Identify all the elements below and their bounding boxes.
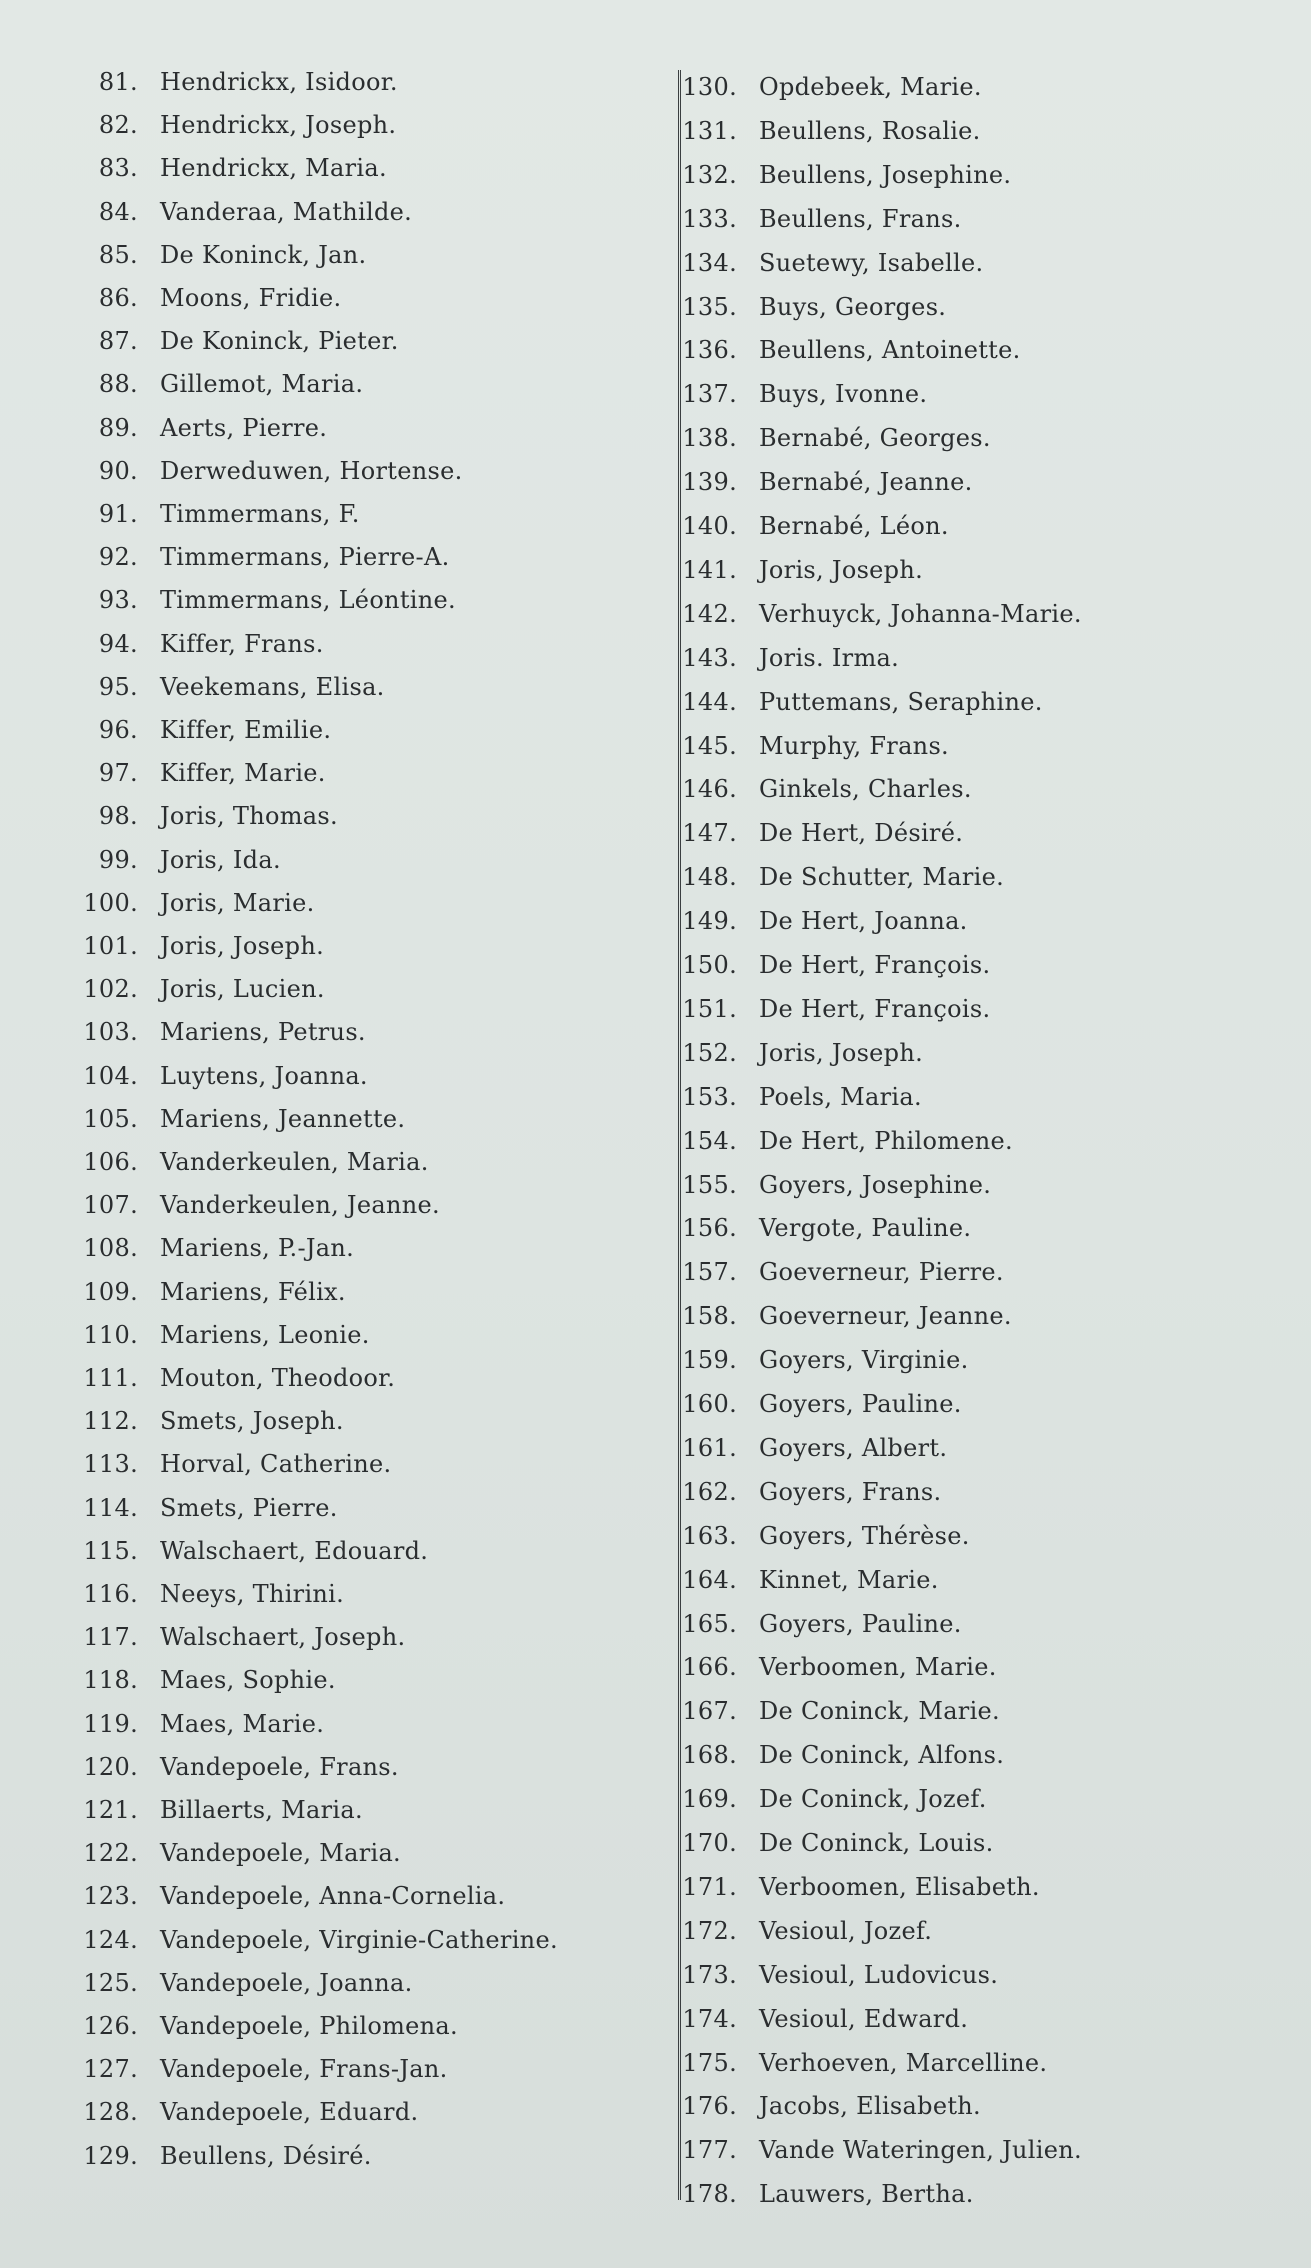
entry-name: De Schutter, Marie. [759, 863, 1005, 892]
entry-name: Lauwers, Bertha. [759, 2180, 974, 2209]
entry-number: 134. [682, 248, 737, 277]
entry-name: Billaerts, Maria. [160, 1796, 363, 1824]
list-item [647, 1652, 1247, 1684]
entry-number: 128. [83, 2098, 138, 2127]
entry-name: Vanderkeulen, Maria. [160, 1148, 429, 1176]
list-item [647, 1213, 1247, 1245]
entry-name: Joris, Thomas. [160, 802, 338, 831]
list-item [647, 555, 1247, 587]
entry-name: Joris. Irma. [759, 643, 900, 672]
entry-number: 119. [83, 1709, 138, 1738]
entry-number: 84. [98, 197, 138, 226]
entry-name: Mouton, Theodoor. [160, 1364, 396, 1392]
list-item [48, 758, 648, 790]
list-item [48, 1752, 648, 1784]
entry-name: Timmermans, Pierre-A. [160, 543, 450, 572]
entry-number: 136. [682, 336, 737, 365]
entry-number: 144. [682, 687, 737, 716]
entry-name: Maes, Sophie. [160, 1666, 336, 1695]
list-item [647, 116, 1247, 148]
entry-number: 173. [682, 1960, 737, 1989]
entry-name: Vandepoele, Joanna. [160, 1968, 413, 1997]
entry-name: Maes, Marie. [160, 1709, 325, 1738]
entry-name: Mariens, Jeannette. [160, 1104, 406, 1133]
entry-number: 91. [98, 500, 138, 528]
entry-number: 172. [682, 1916, 737, 1945]
entry-number: 162. [682, 1477, 737, 1506]
entry-name: Vandepoele, Eduard. [160, 2098, 419, 2127]
list-item [48, 1406, 648, 1438]
entry-number: 147. [682, 819, 737, 848]
entry-number: 96. [98, 716, 138, 744]
entry-name: De Hert, Joanna. [759, 907, 968, 936]
list-item [48, 1449, 648, 1481]
entry-number: 87. [98, 327, 138, 356]
entry-number: 122. [83, 1839, 138, 1868]
entry-number: 105. [83, 1104, 138, 1133]
entry-number: 130. [682, 73, 737, 101]
entry-number: 129. [83, 2141, 138, 2170]
entry-name: Verhoeven, Marcelline. [759, 2048, 1048, 2077]
entry-number: 81. [98, 68, 138, 96]
list-item [647, 511, 1247, 543]
entry-number: 140. [682, 512, 737, 540]
list-item [647, 643, 1247, 675]
entry-name: Neeys, Thirini. [160, 1580, 345, 1608]
entry-number: 142. [682, 599, 737, 628]
entry-number: 178. [682, 2180, 737, 2209]
list-item [647, 1038, 1247, 1070]
entry-name: Verboomen, Marie. [759, 1653, 997, 1682]
entry-number: 102. [83, 975, 138, 1004]
entry-name: Veekemans, Elisa. [160, 672, 385, 701]
list-item [48, 1665, 648, 1697]
entry-name: Poels, Maria. [759, 1082, 922, 1111]
entry-number: 106. [83, 1148, 138, 1176]
entry-number: 137. [682, 380, 737, 409]
entry-name: Walschaert, Edouard. [160, 1536, 429, 1565]
list-item [48, 2011, 648, 2043]
list-item [48, 110, 648, 142]
list-item [647, 1916, 1247, 1948]
list-item [647, 1521, 1247, 1553]
entry-number: 154. [682, 1126, 737, 1155]
entry-name: Aerts, Pierre. [160, 413, 328, 442]
entry-number: 160. [682, 1390, 737, 1418]
entry-name: Buys, Georges. [759, 292, 947, 321]
list-item [647, 950, 1247, 982]
entry-number: 167. [682, 1697, 737, 1726]
entry-name: Vanderaa, Mathilde. [160, 197, 413, 226]
entry-number: 92. [98, 543, 138, 572]
entry-name: Kinnet, Marie. [759, 1565, 939, 1594]
list-item [647, 204, 1247, 236]
entry-number: 125. [83, 1968, 138, 1997]
entry-name: Mariens, Leonie. [160, 1320, 370, 1349]
list-item [48, 845, 648, 877]
entry-name: Goyers, Virginie. [759, 1346, 969, 1375]
entry-number: 86. [98, 284, 138, 312]
entry-name: Suetewy, Isabelle. [759, 248, 984, 277]
entry-number: 169. [682, 1785, 737, 1814]
list-item [48, 283, 648, 315]
entry-number: 121. [83, 1796, 138, 1824]
entry-number: 115. [83, 1536, 138, 1565]
list-item [48, 1363, 648, 1395]
entry-number: 176. [682, 2092, 737, 2121]
list-item [647, 467, 1247, 499]
entry-number: 94. [98, 629, 138, 658]
entry-name: Mariens, P.-Jan. [160, 1234, 355, 1263]
entry-name: Vergote, Pauline. [759, 1214, 972, 1243]
entry-name: Goyers, Albert. [759, 1433, 948, 1462]
list-item [48, 2054, 648, 2086]
entry-number: 159. [682, 1346, 737, 1375]
list-item [647, 1082, 1247, 1114]
list-item [647, 774, 1247, 806]
list-item [647, 72, 1247, 104]
list-item [48, 715, 648, 747]
entry-number: 88. [98, 370, 138, 399]
entry-name: Verhuyck, Johanna-Marie. [759, 599, 1082, 628]
list-item [647, 248, 1247, 280]
entry-number: 148. [682, 863, 737, 892]
entry-number: 152. [682, 1038, 737, 1067]
list-item [48, 67, 648, 99]
entry-name: De Hert, Désiré. [759, 819, 964, 848]
list-item [48, 888, 648, 920]
entry-name: Beullens, Josephine. [759, 160, 1012, 189]
entry-name: Goeverneur, Jeanne. [759, 1302, 1012, 1331]
list-item [647, 335, 1247, 367]
entry-name: Joris, Joseph. [759, 555, 924, 584]
entry-number: 85. [98, 240, 138, 269]
entry-name: Vanderkeulen, Jeanne. [160, 1191, 440, 1220]
entry-number: 166. [682, 1653, 737, 1682]
list-item [48, 1233, 648, 1265]
entry-name: De Coninck, Louis. [759, 1829, 994, 1857]
list-item [647, 1828, 1247, 1860]
entry-number: 149. [682, 907, 737, 936]
entry-number: 141. [682, 555, 737, 584]
entry-number: 175. [682, 2048, 737, 2077]
entry-number: 100. [83, 888, 138, 917]
list-item [647, 1170, 1247, 1202]
entry-name: Vesioul, Ludovicus. [759, 1960, 999, 1989]
list-item [647, 1872, 1247, 1904]
entry-name: Opdebeek, Marie. [759, 73, 982, 101]
list-item [48, 326, 648, 358]
entry-name: Vesioul, Jozef. [759, 1916, 933, 1945]
list-item [48, 801, 648, 833]
list-item [647, 1696, 1247, 1728]
list-item [647, 292, 1247, 324]
entry-number: 110. [83, 1320, 138, 1349]
list-item [647, 379, 1247, 411]
entry-name: Walschaert, Joseph. [160, 1623, 406, 1652]
entry-name: Beullens, Désiré. [160, 2141, 372, 2170]
list-item [48, 369, 648, 401]
list-item [48, 1536, 648, 1568]
entry-name: Smets, Pierre. [160, 1493, 338, 1522]
entry-name: Beullens, Antoinette. [759, 336, 1021, 365]
entry-name: Joris, Ida. [160, 845, 281, 874]
entry-name: Hendrickx, Isidoor. [160, 68, 398, 96]
list-item [647, 160, 1247, 192]
entry-name: Kiffer, Emilie. [160, 716, 332, 744]
entry-number: 107. [83, 1191, 138, 1220]
entry-name: Vandepoele, Virginie-Catherine. [160, 1925, 558, 1954]
entry-number: 117. [83, 1623, 138, 1652]
entry-number: 114. [83, 1493, 138, 1522]
list-item [48, 1320, 648, 1352]
entry-number: 133. [682, 204, 737, 233]
entry-name: Bernabé, Jeanne. [759, 468, 973, 497]
list-item [48, 456, 648, 488]
list-item [647, 1301, 1247, 1333]
entry-number: 95. [98, 672, 138, 701]
entry-name: Vesioul, Edward. [759, 2004, 969, 2033]
entry-name: Bernabé, Georges. [759, 424, 991, 453]
list-item [48, 1709, 648, 1741]
entry-name: Hendrickx, Maria. [160, 154, 387, 183]
entry-number: 161. [682, 1433, 737, 1462]
entry-number: 163. [682, 1521, 737, 1550]
entry-number: 123. [83, 1882, 138, 1911]
entry-number: 150. [682, 951, 737, 979]
entry-name: De Koninck, Jan. [160, 240, 367, 269]
entry-number: 127. [83, 2055, 138, 2084]
entry-name: De Hert, François. [759, 994, 991, 1023]
entry-name: Goyers, Pauline. [759, 1390, 962, 1418]
entry-name: Vandepoele, Frans. [160, 1752, 399, 1781]
entry-number: 143. [682, 643, 737, 672]
list-item [48, 629, 648, 661]
list-item [48, 240, 648, 272]
entry-name: Jacobs, Elisabeth. [759, 2092, 981, 2121]
entry-number: 101. [83, 932, 138, 960]
entry-name: Mariens, Félix. [160, 1277, 346, 1306]
entry-number: 146. [682, 775, 737, 804]
entry-name: Goyers, Pauline. [759, 1609, 962, 1638]
list-item [647, 2004, 1247, 2036]
entry-name: Ginkels, Charles. [759, 775, 972, 804]
entry-name: De Koninck, Pieter. [160, 327, 399, 356]
list-item [647, 2091, 1247, 2123]
entry-name: Beullens, Frans. [759, 204, 962, 233]
entry-name: Smets, Joseph. [160, 1407, 344, 1436]
entry-number: 158. [682, 1302, 737, 1331]
entry-name: Derweduwen, Hortense. [160, 456, 463, 485]
entry-name: Joris, Joseph. [160, 932, 325, 960]
entry-number: 155. [682, 1170, 737, 1199]
entry-number: 99. [98, 845, 138, 874]
list-item [48, 2097, 648, 2129]
list-item [48, 197, 648, 229]
entry-number: 97. [98, 759, 138, 788]
entry-name: Vandepoele, Maria. [160, 1839, 401, 1868]
list-item [48, 499, 648, 531]
list-item [48, 1622, 648, 1654]
entry-name: Vandepoele, Anna-Cornelia. [160, 1882, 506, 1911]
entry-number: 138. [682, 424, 737, 453]
list-item [647, 1477, 1247, 1509]
entry-number: 151. [682, 994, 737, 1023]
entry-name: Gillemot, Maria. [160, 370, 364, 399]
entry-name: Murphy, Frans. [759, 731, 949, 760]
entry-number: 145. [682, 731, 737, 760]
entry-name: Joris, Joseph. [759, 1038, 924, 1067]
entry-number: 93. [98, 586, 138, 615]
entry-number: 171. [682, 1872, 737, 1901]
entry-number: 82. [98, 111, 138, 140]
list-item [647, 862, 1247, 894]
entry-name: Vande Wateringen, Julien. [759, 2136, 1082, 2165]
entry-number: 153. [682, 1082, 737, 1111]
list-item [48, 1061, 648, 1093]
list-item [48, 1968, 648, 2000]
entry-number: 89. [98, 413, 138, 442]
entry-number: 90. [98, 456, 138, 485]
entry-number: 139. [682, 468, 737, 497]
entry-number: 168. [682, 1741, 737, 1770]
list-item [647, 2135, 1247, 2167]
entry-name: De Hert, François. [759, 951, 991, 979]
entry-number: 98. [98, 802, 138, 831]
entry-name: Goyers, Josephine. [759, 1170, 992, 1199]
list-item [647, 994, 1247, 1026]
entry-number: 104. [83, 1061, 138, 1090]
entry-name: Puttemans, Seraphine. [759, 687, 1043, 716]
list-item [48, 1925, 648, 1957]
entry-number: 112. [83, 1407, 138, 1436]
entry-name: Mariens, Petrus. [160, 1018, 366, 1047]
entry-name: Vandepoele, Philomena. [160, 2012, 458, 2040]
list-item [48, 1190, 648, 1222]
entry-name: Bernabé, Léon. [759, 512, 949, 540]
entry-name: Goyers, Thérèse. [759, 1521, 970, 1550]
list-item [48, 1277, 648, 1309]
entry-number: 118. [83, 1666, 138, 1695]
entry-number: 108. [83, 1234, 138, 1263]
entry-number: 156. [682, 1214, 737, 1243]
entry-number: 177. [682, 2136, 737, 2165]
entry-number: 111. [83, 1364, 138, 1392]
entry-name: Timmermans, Léontine. [160, 586, 456, 615]
list-item [48, 1493, 648, 1525]
list-item [48, 974, 648, 1006]
list-item [647, 1609, 1247, 1641]
entry-name: Verboomen, Elisabeth. [759, 1872, 1040, 1901]
entry-number: 116. [83, 1580, 138, 1608]
list-item [48, 672, 648, 704]
list-item [48, 931, 648, 963]
entry-number: 165. [682, 1609, 737, 1638]
entry-number: 174. [682, 2004, 737, 2033]
entry-name: Horval, Catherine. [160, 1450, 392, 1479]
list-item [647, 1389, 1247, 1421]
entry-number: 135. [682, 292, 737, 321]
entry-name: De Coninck, Jozef. [759, 1785, 987, 1814]
list-item [647, 818, 1247, 850]
list-item [48, 1104, 648, 1136]
list-item [647, 1345, 1247, 1377]
list-item [647, 2179, 1247, 2211]
entry-number: 132. [682, 160, 737, 189]
entry-name: Buys, Ivonne. [759, 380, 928, 409]
list-item [647, 906, 1247, 938]
entry-number: 103. [83, 1018, 138, 1047]
list-item [647, 2048, 1247, 2080]
entry-number: 164. [682, 1565, 737, 1594]
entry-number: 83. [98, 154, 138, 183]
entry-name: Joris, Lucien. [160, 975, 325, 1004]
entry-name: Beullens, Rosalie. [759, 116, 981, 145]
entry-name: De Coninck, Marie. [759, 1697, 1000, 1726]
list-item [48, 1881, 648, 1913]
entry-name: Goyers, Frans. [759, 1477, 942, 1506]
entry-number: 109. [83, 1277, 138, 1306]
entry-name: De Hert, Philomene. [759, 1126, 1013, 1155]
list-item [48, 585, 648, 617]
entry-name: Hendrickx, Joseph. [160, 111, 397, 140]
list-item [647, 1960, 1247, 1992]
list-item [647, 1784, 1247, 1816]
list-item [647, 1565, 1247, 1597]
list-item [48, 413, 648, 445]
list-item [48, 1795, 648, 1827]
entry-name: Vandepoele, Frans-Jan. [160, 2055, 448, 2084]
list-item [647, 1257, 1247, 1289]
entry-name: De Coninck, Alfons. [759, 1741, 1005, 1770]
list-item [647, 599, 1247, 631]
entry-number: 124. [83, 1925, 138, 1954]
list-item [647, 423, 1247, 455]
list-item [48, 1017, 648, 1049]
list-item [48, 2141, 648, 2173]
entry-number: 120. [83, 1752, 138, 1781]
list-item [48, 1147, 648, 1179]
entry-name: Luytens, Joanna. [160, 1061, 368, 1090]
entry-number: 131. [682, 116, 737, 145]
list-item [48, 542, 648, 574]
list-item [48, 1579, 648, 1611]
entry-name: Kiffer, Frans. [160, 629, 324, 658]
entry-name: Timmermans, F. [160, 500, 360, 528]
entry-number: 126. [83, 2012, 138, 2040]
entry-name: Goeverneur, Pierre. [759, 1258, 1004, 1287]
list-item [48, 153, 648, 185]
list-item [647, 1433, 1247, 1465]
list-item [647, 731, 1247, 763]
entry-number: 157. [682, 1258, 737, 1287]
entry-name: Kiffer, Marie. [160, 759, 326, 788]
list-item [647, 687, 1247, 719]
entry-number: 170. [682, 1829, 737, 1857]
list-item [647, 1126, 1247, 1158]
list-item [647, 1740, 1247, 1772]
entry-name: Moons, Fridie. [160, 284, 342, 312]
list-item [48, 1838, 648, 1870]
entry-name: Joris, Marie. [160, 888, 315, 917]
entry-number: 113. [83, 1450, 138, 1479]
